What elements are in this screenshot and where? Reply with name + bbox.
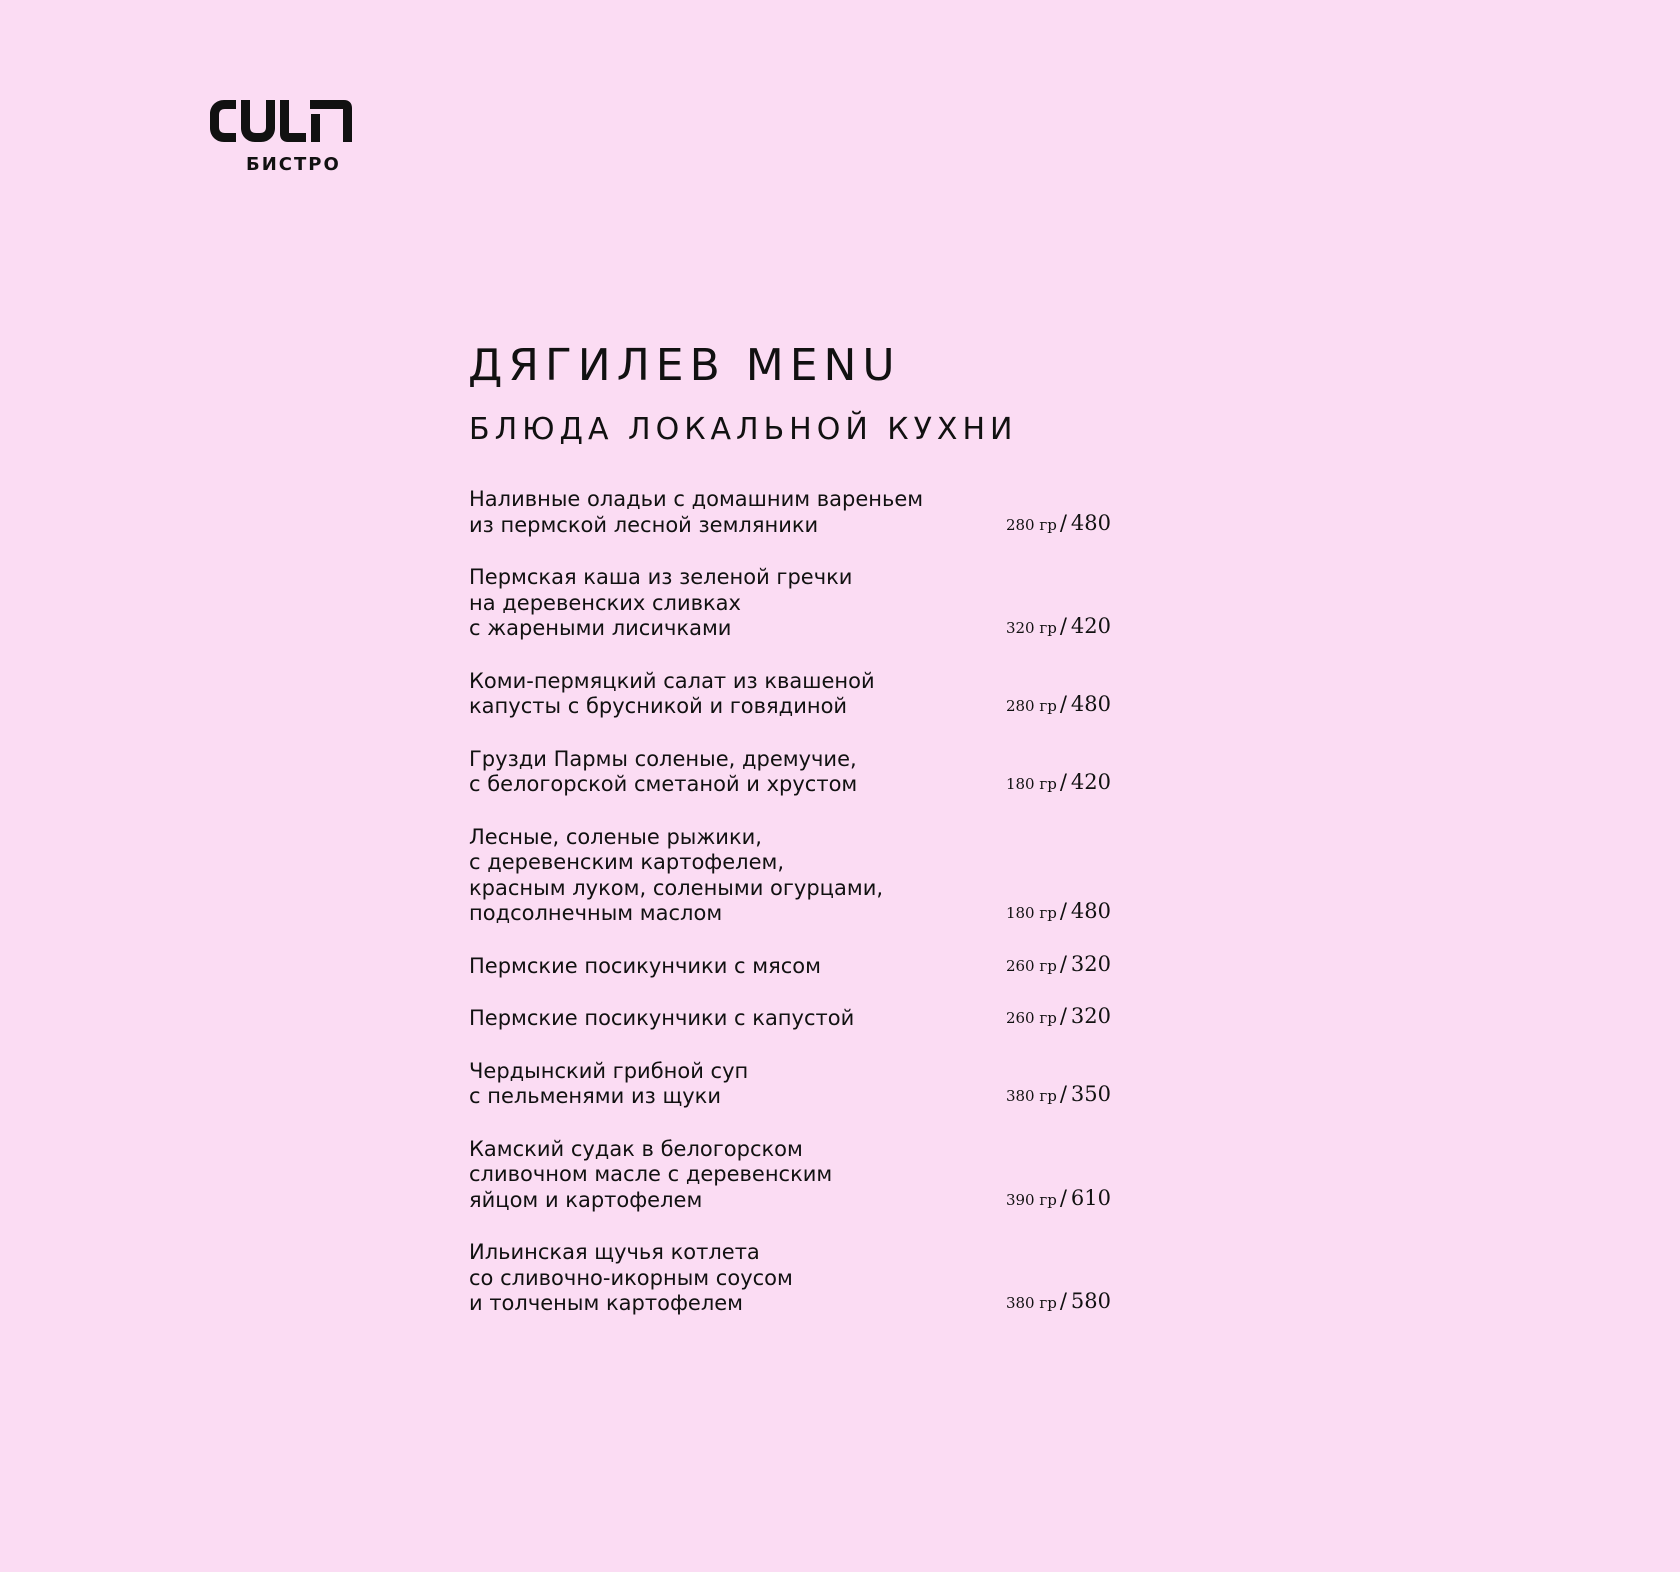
menu-item-price-block xyxy=(1006,614,1111,642)
menu-item-weight: 180 гр xyxy=(1005,904,1057,922)
menu-item-weight: 260 гр xyxy=(1005,1009,1057,1027)
menu-item-price-block xyxy=(1006,952,1111,980)
price-separator: / xyxy=(1059,1289,1067,1313)
price-separator: / xyxy=(1059,1004,1067,1028)
cult-logo xyxy=(208,96,358,176)
menu-item-price: 480 xyxy=(1070,899,1111,923)
menu-item-name: Ильинская щучья котлета со сливочно-икорным соусом и толченым картофелем xyxy=(469,1240,793,1315)
menu-item-price: 580 xyxy=(1070,1289,1111,1313)
page-subtitle: БЛЮДА ЛОКАЛЬНОЙ КУХНИ xyxy=(469,412,1018,447)
menu-item-price-block xyxy=(1006,1289,1111,1317)
menu-item-price: 320 xyxy=(1070,1004,1111,1028)
menu-item-name: Наливные оладьи с домашним вареньем из пермской лесной земляники xyxy=(469,487,924,537)
menu-item-price-block xyxy=(1006,1082,1111,1110)
menu-item xyxy=(469,487,1111,538)
menu-item xyxy=(469,951,1111,980)
menu-item xyxy=(469,1137,1111,1214)
menu-item-price: 320 xyxy=(1070,951,1111,976)
menu-item-price: 350 xyxy=(1070,1082,1111,1106)
cult-logo-mark xyxy=(208,96,358,152)
menu-item-name: Камский судак в белогорском сливочном масле с деревенским яйцом и картофелем xyxy=(469,1136,833,1212)
price-separator: / xyxy=(1059,899,1067,923)
menu-item-price: 480 xyxy=(1070,510,1111,535)
menu-item xyxy=(469,1006,1111,1032)
price-separator: / xyxy=(1059,1082,1067,1106)
menu-item-price-block xyxy=(1006,511,1111,539)
price-separator: / xyxy=(1059,770,1067,794)
menu-item-price: 610 xyxy=(1070,1185,1111,1210)
menu-item xyxy=(469,1059,1111,1110)
menu-item-name: Лесные, соленые рыжики, с деревенским картофелем, красным луком, солеными огурцами, подсолнечным маслом xyxy=(469,824,884,925)
menu-item xyxy=(469,825,1111,927)
menu-item-name: Коми-пермяцкий салат из квашеной капусты с брусникой и говядиной xyxy=(469,668,875,718)
menu-item-price-block xyxy=(1006,1004,1111,1032)
menu-item xyxy=(469,669,1111,720)
menu-list xyxy=(469,487,1111,1344)
menu-item-price: 420 xyxy=(1070,614,1111,638)
price-separator: / xyxy=(1059,1185,1067,1210)
menu-item-weight: 380 гр xyxy=(1005,1294,1057,1312)
logo-subtitle: БИСТРО xyxy=(246,154,341,175)
menu-item-price-block xyxy=(1006,692,1111,720)
menu-item-price-block xyxy=(1006,899,1111,927)
price-separator: / xyxy=(1059,951,1067,976)
menu-item xyxy=(469,1240,1111,1317)
menu-item-name: Пермские посикунчики с капустой xyxy=(469,1006,855,1030)
menu-item-weight: 380 гр xyxy=(1005,1087,1057,1105)
menu-item-price: 420 xyxy=(1070,770,1111,794)
menu-item-price-block xyxy=(1006,770,1111,798)
menu-item-weight: 320 гр xyxy=(1005,619,1057,637)
menu-item-name: Чердынский грибной суп с пельменями из щуки xyxy=(469,1058,749,1108)
price-separator: / xyxy=(1059,614,1067,638)
page-title: ДЯГИЛЕВ MENU xyxy=(468,340,901,391)
menu-item xyxy=(469,565,1111,642)
menu-item-price-block xyxy=(1006,1186,1111,1214)
menu-item-weight: 390 гр xyxy=(1005,1190,1057,1209)
menu-item-weight: 260 гр xyxy=(1005,956,1057,975)
menu-item-weight: 280 гр xyxy=(1005,515,1057,534)
price-separator: / xyxy=(1059,510,1067,535)
menu-item-name: Пермская каша из зеленой гречки на деревенских сливках с жареными лисичками xyxy=(469,565,853,640)
menu-item-weight: 280 гр xyxy=(1005,697,1057,715)
menu-item-name: Грузди Пармы соленые, дремучие, с белогорской сметаной и хрустом xyxy=(469,746,858,796)
menu-item-price: 480 xyxy=(1070,692,1111,716)
price-separator: / xyxy=(1059,692,1067,716)
menu-item-name: Пермские посикунчики с мясом xyxy=(469,953,821,978)
menu-item-weight: 180 гр xyxy=(1005,775,1057,793)
menu-item xyxy=(469,747,1111,798)
